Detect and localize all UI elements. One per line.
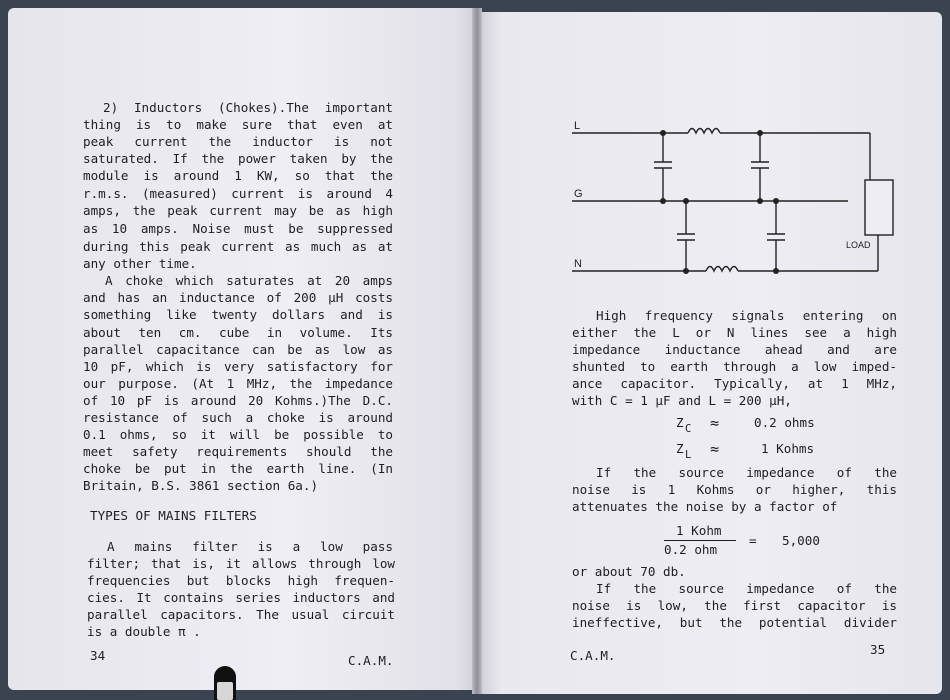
text-line: noise is 1 Kohms or higher, this [572, 482, 897, 497]
text-line: with C = 1 µF and L = 200 µH, [572, 393, 792, 408]
page-footer: C.A.M. [348, 653, 394, 668]
fraction-denominator: 0.2 ohm [664, 542, 718, 557]
text-line: and has an inductance of 200 µH costs [83, 290, 393, 305]
inductor-n [706, 267, 738, 272]
text-line: r.m.s. (measured) current is around 4 [83, 186, 393, 201]
section-heading: TYPES OF MAINS FILTERS [90, 508, 257, 523]
page-number: 34 [90, 648, 106, 663]
label-l: L [574, 120, 581, 132]
text-line: our purpose. (At 1 MHz, the impedance [83, 376, 393, 391]
text-line: cies. It contains series inductors and [87, 590, 395, 605]
label-n: N [574, 258, 582, 270]
eq-value: 0.2 ohms [754, 415, 815, 430]
eq-symbol: Z [676, 415, 684, 430]
pen-clip [217, 682, 233, 700]
text-line: High frequency signals entering on [596, 308, 897, 323]
text-line: A choke which saturates at 20 amps [105, 273, 393, 288]
equals-sign: = [749, 533, 757, 548]
eq-subscript: C [685, 423, 692, 435]
text-line: shunted to earth through a low imped- [572, 359, 897, 374]
text-line: noise is low, the first capacitor is [572, 598, 897, 613]
filter-circuit-diagram [478, 12, 942, 312]
eq-subscript: L [685, 449, 692, 461]
text-line: A mains filter is a low pass [107, 539, 393, 554]
eq-symbol: Z [676, 441, 684, 456]
text-line: If the source impedance of the [596, 465, 897, 480]
text-line: something like twenty dollars and is [83, 307, 393, 322]
text-line: as 10 amps. Noise must be suppressed [83, 221, 393, 236]
text-line: saturated. If the power taken by the [83, 151, 393, 166]
text-line: about ten cm. cube in volume. Its [83, 325, 393, 340]
text-line: ance capacitor. Typically, at 1 MHz, [572, 376, 897, 391]
text-line: resistance of such a choke is around [83, 410, 393, 425]
text-line: module is around 1 KW, so that the [83, 168, 393, 183]
inductor-l [688, 129, 720, 134]
text-line: is a double π . [87, 624, 201, 639]
text-line: 2) Inductors (Chokes).The important [103, 100, 393, 115]
text-line: any other time. [83, 256, 197, 271]
fraction-result: 5,000 [782, 533, 820, 548]
text-line: amps, the peak current may be as high [83, 203, 393, 218]
text-line: either the L or N lines see a high [572, 325, 897, 340]
text-line: of 10 pF is around 20 Kohms.)The D.C. [83, 393, 393, 408]
text-line: peak current the inductor is not [83, 134, 393, 149]
fraction-numerator: 1 Kohm [676, 523, 722, 538]
text-line: 10 pF, which is very satisfactory for [83, 359, 393, 374]
text-line: parallel capacitance can be as low as [83, 342, 393, 357]
text-line: frequencies but blocks high frequen- [87, 573, 395, 588]
text-line: ineffective, but the potential divider [572, 615, 897, 630]
right-page [478, 12, 942, 694]
approx-symbol: ≈ [710, 440, 720, 458]
text-line: parallel capacitors. The usual circuit [87, 607, 395, 622]
text-line: If the source impedance of the [596, 581, 897, 596]
text-line: choke be put in the earth line. (In [83, 461, 393, 476]
text-line: thing is to make sure that even at [83, 117, 393, 132]
text-line: filter; that is, it allows through low [87, 556, 395, 571]
load-box [865, 180, 893, 235]
page-number: 35 [870, 642, 886, 657]
text-line: meet safety requirements should the [83, 444, 393, 459]
text-line: or about 70 db. [572, 564, 686, 579]
label-g: G [574, 188, 583, 200]
book-spine [472, 8, 482, 694]
approx-symbol: ≈ [710, 414, 720, 432]
text-line: attenuates the noise by a factor of [572, 499, 838, 514]
text-line: 0.1 ohms, so it will be possible to [83, 427, 393, 442]
label-load: LOAD [846, 240, 871, 250]
page-footer: C.A.M. [570, 648, 616, 663]
text-line: during this peak current as much as at [83, 239, 393, 254]
text-line: impedance inductance ahead and are [572, 342, 897, 357]
fraction-bar [664, 540, 736, 541]
text-line: Britain, B.S. 3861 section 6a.) [83, 478, 319, 493]
left-page [8, 8, 476, 690]
eq-value: 1 Kohms [761, 441, 815, 456]
